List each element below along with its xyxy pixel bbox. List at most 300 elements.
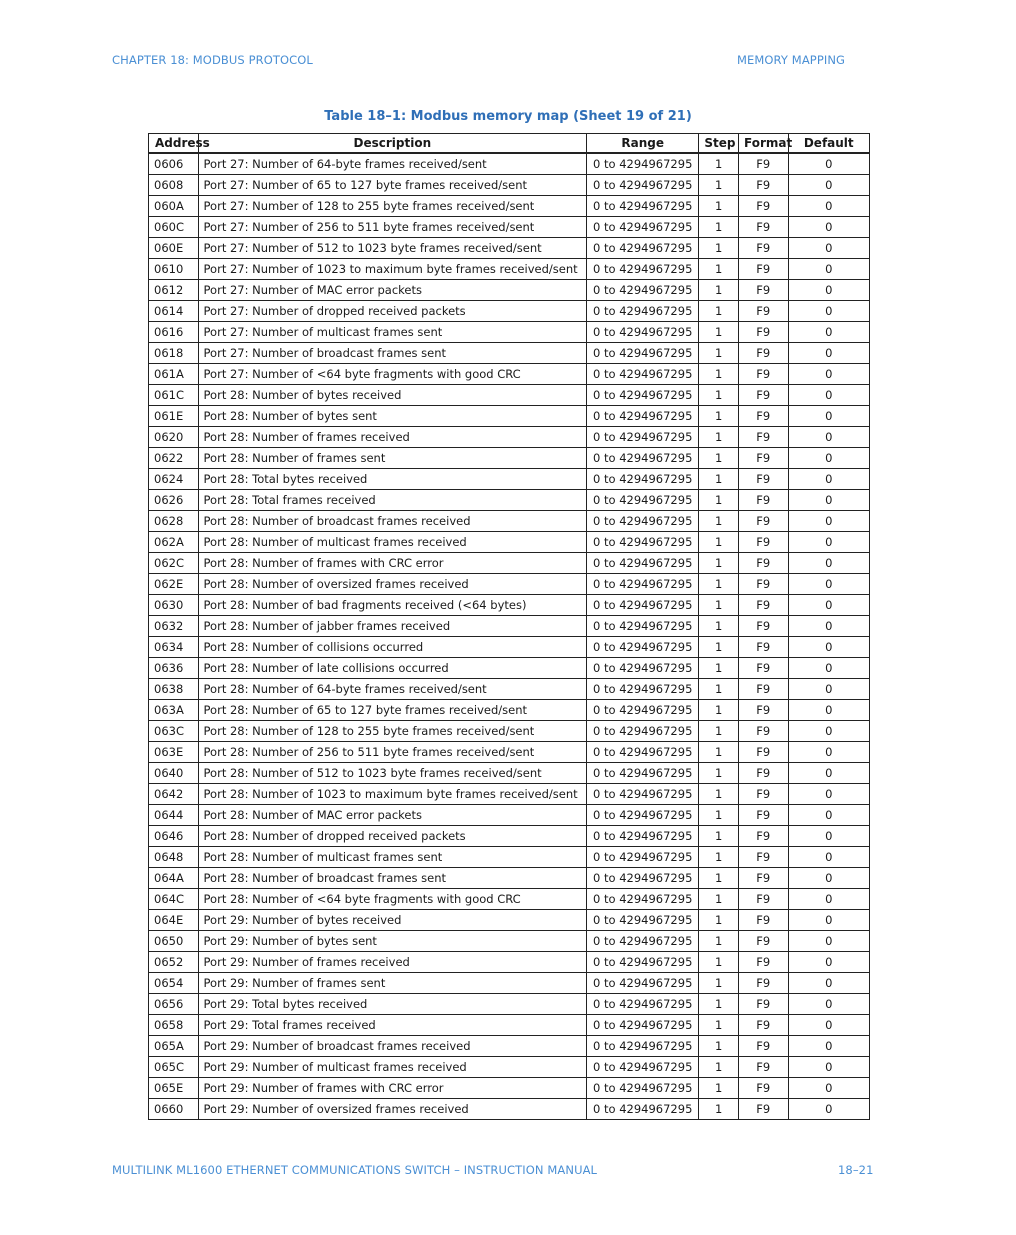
cell-default: 0 xyxy=(788,910,869,931)
cell-range: 0 to 4294967295 xyxy=(587,511,699,532)
cell-address: 064C xyxy=(149,889,199,910)
cell-description: Port 28: Number of 65 to 127 byte frames received/sent xyxy=(198,700,587,721)
cell-format: F9 xyxy=(738,322,788,343)
cell-description: Port 27: Number of dropped received packets xyxy=(198,301,587,322)
cell-description: Port 28: Number of broadcast frames sent xyxy=(198,868,587,889)
footer-manual-title: MULTILINK ML1600 ETHERNET COMMUNICATIONS SWITCH – INSTRUCTION MANUAL xyxy=(112,1163,598,1177)
cell-step: 1 xyxy=(699,175,739,196)
cell-description: Port 27: Number of MAC error packets xyxy=(198,280,587,301)
cell-format: F9 xyxy=(738,406,788,427)
cell-format: F9 xyxy=(738,910,788,931)
cell-step: 1 xyxy=(699,658,739,679)
table-row xyxy=(149,1015,870,1036)
cell-default: 0 xyxy=(788,952,869,973)
cell-range: 0 to 4294967295 xyxy=(587,1057,699,1078)
cell-step: 1 xyxy=(699,196,739,217)
cell-description: Port 28: Number of 64-byte frames received/sent xyxy=(198,679,587,700)
cell-range: 0 to 4294967295 xyxy=(587,952,699,973)
table-row xyxy=(149,763,870,784)
column-header-default: Default xyxy=(788,134,869,154)
cell-description: Port 28: Number of jabber frames received xyxy=(198,616,587,637)
cell-address: 0634 xyxy=(149,637,199,658)
cell-step: 1 xyxy=(699,994,739,1015)
cell-range: 0 to 4294967295 xyxy=(587,700,699,721)
cell-step: 1 xyxy=(699,259,739,280)
table-row xyxy=(149,238,870,259)
cell-range: 0 to 4294967295 xyxy=(587,532,699,553)
cell-step: 1 xyxy=(699,574,739,595)
table-row xyxy=(149,889,870,910)
cell-range: 0 to 4294967295 xyxy=(587,553,699,574)
cell-format: F9 xyxy=(738,574,788,595)
table-row xyxy=(149,1036,870,1057)
cell-address: 0658 xyxy=(149,1015,199,1036)
cell-description: Port 28: Total bytes received xyxy=(198,469,587,490)
cell-step: 1 xyxy=(699,784,739,805)
table-row xyxy=(149,721,870,742)
table-row xyxy=(149,910,870,931)
cell-format: F9 xyxy=(738,1057,788,1078)
cell-range: 0 to 4294967295 xyxy=(587,301,699,322)
cell-range: 0 to 4294967295 xyxy=(587,763,699,784)
cell-range: 0 to 4294967295 xyxy=(587,1078,699,1099)
table-row xyxy=(149,343,870,364)
cell-description: Port 28: Number of MAC error packets xyxy=(198,805,587,826)
cell-address: 0650 xyxy=(149,931,199,952)
cell-format: F9 xyxy=(738,763,788,784)
cell-step: 1 xyxy=(699,153,739,175)
cell-range: 0 to 4294967295 xyxy=(587,784,699,805)
table-row xyxy=(149,700,870,721)
cell-step: 1 xyxy=(699,637,739,658)
cell-description: Port 29: Number of bytes sent xyxy=(198,931,587,952)
cell-range: 0 to 4294967295 xyxy=(587,1036,699,1057)
cell-format: F9 xyxy=(738,1015,788,1036)
cell-address: 0660 xyxy=(149,1099,199,1120)
cell-description: Port 28: Number of collisions occurred xyxy=(198,637,587,658)
table-header-row xyxy=(149,134,870,154)
cell-format: F9 xyxy=(738,511,788,532)
table-row xyxy=(149,490,870,511)
cell-range: 0 to 4294967295 xyxy=(587,280,699,301)
table-row xyxy=(149,994,870,1015)
cell-format: F9 xyxy=(738,427,788,448)
cell-step: 1 xyxy=(699,805,739,826)
cell-range: 0 to 4294967295 xyxy=(587,259,699,280)
cell-description: Port 27: Number of 256 to 511 byte frames received/sent xyxy=(198,217,587,238)
cell-range: 0 to 4294967295 xyxy=(587,574,699,595)
cell-default: 0 xyxy=(788,1036,869,1057)
cell-address: 0654 xyxy=(149,973,199,994)
cell-default: 0 xyxy=(788,532,869,553)
cell-default: 0 xyxy=(788,1057,869,1078)
table-row xyxy=(149,742,870,763)
cell-address: 0652 xyxy=(149,952,199,973)
cell-step: 1 xyxy=(699,889,739,910)
cell-step: 1 xyxy=(699,700,739,721)
cell-address: 063C xyxy=(149,721,199,742)
cell-description: Port 29: Number of multicast frames received xyxy=(198,1057,587,1078)
cell-range: 0 to 4294967295 xyxy=(587,217,699,238)
cell-description: Port 28: Number of bytes sent xyxy=(198,406,587,427)
table-row xyxy=(149,616,870,637)
cell-description: Port 28: Number of oversized frames received xyxy=(198,574,587,595)
cell-range: 0 to 4294967295 xyxy=(587,427,699,448)
table-row xyxy=(149,448,870,469)
cell-step: 1 xyxy=(699,847,739,868)
cell-format: F9 xyxy=(738,1099,788,1120)
cell-step: 1 xyxy=(699,364,739,385)
cell-range: 0 to 4294967295 xyxy=(587,1015,699,1036)
cell-step: 1 xyxy=(699,1057,739,1078)
cell-address: 0626 xyxy=(149,490,199,511)
cell-address: 0610 xyxy=(149,259,199,280)
cell-address: 060C xyxy=(149,217,199,238)
cell-address: 060A xyxy=(149,196,199,217)
cell-default: 0 xyxy=(788,679,869,700)
cell-description: Port 28: Number of bytes received xyxy=(198,385,587,406)
cell-default: 0 xyxy=(788,868,869,889)
table-row xyxy=(149,658,870,679)
cell-format: F9 xyxy=(738,616,788,637)
cell-address: 0622 xyxy=(149,448,199,469)
table-row xyxy=(149,784,870,805)
cell-address: 0618 xyxy=(149,343,199,364)
cell-description: Port 28: Number of frames with CRC error xyxy=(198,553,587,574)
cell-description: Port 29: Total frames received xyxy=(198,1015,587,1036)
cell-address: 065E xyxy=(149,1078,199,1099)
cell-range: 0 to 4294967295 xyxy=(587,868,699,889)
cell-step: 1 xyxy=(699,742,739,763)
cell-range: 0 to 4294967295 xyxy=(587,343,699,364)
table-row xyxy=(149,847,870,868)
cell-description: Port 28: Number of 512 to 1023 byte frames received/sent xyxy=(198,763,587,784)
cell-range: 0 to 4294967295 xyxy=(587,175,699,196)
cell-address: 065A xyxy=(149,1036,199,1057)
cell-address: 0646 xyxy=(149,826,199,847)
cell-step: 1 xyxy=(699,427,739,448)
cell-range: 0 to 4294967295 xyxy=(587,322,699,343)
cell-address: 062A xyxy=(149,532,199,553)
cell-step: 1 xyxy=(699,1015,739,1036)
cell-address: 064E xyxy=(149,910,199,931)
cell-address: 0636 xyxy=(149,658,199,679)
cell-range: 0 to 4294967295 xyxy=(587,931,699,952)
table-row xyxy=(149,469,870,490)
table-row xyxy=(149,280,870,301)
cell-format: F9 xyxy=(738,973,788,994)
cell-step: 1 xyxy=(699,952,739,973)
cell-format: F9 xyxy=(738,784,788,805)
cell-description: Port 27: Number of 1023 to maximum byte frames received/sent xyxy=(198,259,587,280)
cell-address: 0612 xyxy=(149,280,199,301)
cell-address: 0656 xyxy=(149,994,199,1015)
cell-format: F9 xyxy=(738,658,788,679)
cell-address: 0624 xyxy=(149,469,199,490)
cell-format: F9 xyxy=(738,553,788,574)
cell-range: 0 to 4294967295 xyxy=(587,679,699,700)
cell-description: Port 29: Total bytes received xyxy=(198,994,587,1015)
cell-default: 0 xyxy=(788,1015,869,1036)
cell-format: F9 xyxy=(738,301,788,322)
cell-description: Port 28: Total frames received xyxy=(198,490,587,511)
table-row xyxy=(149,679,870,700)
cell-format: F9 xyxy=(738,259,788,280)
table-row xyxy=(149,301,870,322)
cell-description: Port 28: Number of late collisions occurred xyxy=(198,658,587,679)
cell-description: Port 27: Number of broadcast frames sent xyxy=(198,343,587,364)
cell-format: F9 xyxy=(738,364,788,385)
cell-step: 1 xyxy=(699,448,739,469)
header-chapter: CHAPTER 18: MODBUS PROTOCOL xyxy=(112,53,313,67)
cell-default: 0 xyxy=(788,153,869,175)
cell-range: 0 to 4294967295 xyxy=(587,637,699,658)
cell-range: 0 to 4294967295 xyxy=(587,910,699,931)
cell-default: 0 xyxy=(788,847,869,868)
cell-default: 0 xyxy=(788,700,869,721)
cell-format: F9 xyxy=(738,847,788,868)
cell-range: 0 to 4294967295 xyxy=(587,196,699,217)
cell-default: 0 xyxy=(788,889,869,910)
cell-format: F9 xyxy=(738,469,788,490)
cell-address: 0614 xyxy=(149,301,199,322)
cell-range: 0 to 4294967295 xyxy=(587,1099,699,1120)
table-row xyxy=(149,385,870,406)
cell-format: F9 xyxy=(738,700,788,721)
cell-default: 0 xyxy=(788,973,869,994)
cell-default: 0 xyxy=(788,343,869,364)
cell-description: Port 27: Number of multicast frames sent xyxy=(198,322,587,343)
cell-description: Port 29: Number of frames received xyxy=(198,952,587,973)
column-header-format: Format xyxy=(738,134,788,154)
table-row xyxy=(149,406,870,427)
table-row xyxy=(149,1057,870,1078)
table-row xyxy=(149,259,870,280)
cell-format: F9 xyxy=(738,1078,788,1099)
cell-range: 0 to 4294967295 xyxy=(587,406,699,427)
cell-default: 0 xyxy=(788,217,869,238)
cell-range: 0 to 4294967295 xyxy=(587,490,699,511)
table-row xyxy=(149,364,870,385)
cell-range: 0 to 4294967295 xyxy=(587,469,699,490)
table-row xyxy=(149,931,870,952)
cell-description: Port 27: Number of <64 byte fragments with good CRC xyxy=(198,364,587,385)
cell-default: 0 xyxy=(788,931,869,952)
cell-address: 062E xyxy=(149,574,199,595)
cell-default: 0 xyxy=(788,574,869,595)
cell-description: Port 29: Number of frames sent xyxy=(198,973,587,994)
cell-address: 064A xyxy=(149,868,199,889)
cell-step: 1 xyxy=(699,931,739,952)
cell-default: 0 xyxy=(788,322,869,343)
cell-address: 0640 xyxy=(149,763,199,784)
cell-description: Port 28: Number of frames received xyxy=(198,427,587,448)
cell-default: 0 xyxy=(788,994,869,1015)
cell-step: 1 xyxy=(699,595,739,616)
cell-step: 1 xyxy=(699,238,739,259)
table-row xyxy=(149,826,870,847)
cell-step: 1 xyxy=(699,1078,739,1099)
table-row xyxy=(149,553,870,574)
cell-step: 1 xyxy=(699,469,739,490)
cell-description: Port 28: Number of bad fragments received (<64 bytes) xyxy=(198,595,587,616)
cell-step: 1 xyxy=(699,343,739,364)
table-row xyxy=(149,1078,870,1099)
cell-address: 0638 xyxy=(149,679,199,700)
cell-default: 0 xyxy=(788,1078,869,1099)
cell-address: 065C xyxy=(149,1057,199,1078)
cell-description: Port 28: Number of 1023 to maximum byte frames received/sent xyxy=(198,784,587,805)
table-row xyxy=(149,973,870,994)
cell-range: 0 to 4294967295 xyxy=(587,994,699,1015)
cell-address: 0648 xyxy=(149,847,199,868)
cell-address: 0642 xyxy=(149,784,199,805)
cell-default: 0 xyxy=(788,448,869,469)
cell-default: 0 xyxy=(788,301,869,322)
cell-description: Port 28: Number of 256 to 511 byte frames received/sent xyxy=(198,742,587,763)
table-row xyxy=(149,153,870,175)
cell-default: 0 xyxy=(788,1099,869,1120)
cell-address: 061C xyxy=(149,385,199,406)
cell-default: 0 xyxy=(788,805,869,826)
cell-default: 0 xyxy=(788,238,869,259)
cell-format: F9 xyxy=(738,889,788,910)
cell-address: 061A xyxy=(149,364,199,385)
cell-step: 1 xyxy=(699,973,739,994)
cell-description: Port 27: Number of 64-byte frames received/sent xyxy=(198,153,587,175)
cell-description: Port 29: Number of broadcast frames received xyxy=(198,1036,587,1057)
cell-address: 060E xyxy=(149,238,199,259)
table-caption: Table 18–1: Modbus memory map (Sheet 19 of 21) xyxy=(324,109,692,124)
cell-format: F9 xyxy=(738,175,788,196)
cell-description: Port 28: Number of <64 byte fragments with good CRC xyxy=(198,889,587,910)
cell-range: 0 to 4294967295 xyxy=(587,973,699,994)
cell-step: 1 xyxy=(699,406,739,427)
cell-description: Port 29: Number of oversized frames received xyxy=(198,1099,587,1120)
cell-step: 1 xyxy=(699,1099,739,1120)
cell-default: 0 xyxy=(788,742,869,763)
cell-description: Port 27: Number of 512 to 1023 byte frames received/sent xyxy=(198,238,587,259)
cell-description: Port 29: Number of bytes received xyxy=(198,910,587,931)
cell-default: 0 xyxy=(788,196,869,217)
cell-description: Port 27: Number of 128 to 255 byte frames received/sent xyxy=(198,196,587,217)
cell-step: 1 xyxy=(699,322,739,343)
cell-range: 0 to 4294967295 xyxy=(587,616,699,637)
cell-default: 0 xyxy=(788,826,869,847)
cell-address: 0606 xyxy=(149,153,199,175)
cell-default: 0 xyxy=(788,490,869,511)
table-body xyxy=(149,153,870,1120)
cell-address: 063A xyxy=(149,700,199,721)
cell-step: 1 xyxy=(699,217,739,238)
cell-description: Port 28: Number of 128 to 255 byte frames received/sent xyxy=(198,721,587,742)
cell-format: F9 xyxy=(738,994,788,1015)
cell-default: 0 xyxy=(788,658,869,679)
cell-default: 0 xyxy=(788,763,869,784)
cell-step: 1 xyxy=(699,280,739,301)
modbus-memory-map-table xyxy=(148,133,870,1120)
cell-format: F9 xyxy=(738,490,788,511)
column-header-range: Range xyxy=(587,134,699,154)
footer-page-number: 18–21 xyxy=(838,1163,874,1177)
cell-address: 0628 xyxy=(149,511,199,532)
cell-range: 0 to 4294967295 xyxy=(587,448,699,469)
cell-description: Port 27: Number of 65 to 127 byte frames received/sent xyxy=(198,175,587,196)
cell-default: 0 xyxy=(788,721,869,742)
table-row xyxy=(149,427,870,448)
cell-address: 0630 xyxy=(149,595,199,616)
cell-default: 0 xyxy=(788,511,869,532)
cell-format: F9 xyxy=(738,637,788,658)
cell-address: 0616 xyxy=(149,322,199,343)
cell-format: F9 xyxy=(738,805,788,826)
cell-default: 0 xyxy=(788,427,869,448)
cell-format: F9 xyxy=(738,868,788,889)
cell-step: 1 xyxy=(699,385,739,406)
cell-default: 0 xyxy=(788,259,869,280)
table-row xyxy=(149,805,870,826)
column-header-description: Description xyxy=(198,134,587,154)
cell-step: 1 xyxy=(699,721,739,742)
table-row xyxy=(149,574,870,595)
cell-address: 062C xyxy=(149,553,199,574)
cell-address: 0644 xyxy=(149,805,199,826)
cell-default: 0 xyxy=(788,280,869,301)
table-row xyxy=(149,217,870,238)
cell-address: 0608 xyxy=(149,175,199,196)
cell-range: 0 to 4294967295 xyxy=(587,742,699,763)
cell-step: 1 xyxy=(699,1036,739,1057)
cell-default: 0 xyxy=(788,784,869,805)
cell-format: F9 xyxy=(738,721,788,742)
cell-step: 1 xyxy=(699,301,739,322)
cell-range: 0 to 4294967295 xyxy=(587,847,699,868)
cell-format: F9 xyxy=(738,1036,788,1057)
cell-default: 0 xyxy=(788,637,869,658)
cell-step: 1 xyxy=(699,490,739,511)
cell-default: 0 xyxy=(788,553,869,574)
cell-format: F9 xyxy=(738,448,788,469)
cell-format: F9 xyxy=(738,280,788,301)
cell-format: F9 xyxy=(738,385,788,406)
cell-description: Port 28: Number of multicast frames sent xyxy=(198,847,587,868)
cell-description: Port 28: Number of multicast frames received xyxy=(198,532,587,553)
cell-step: 1 xyxy=(699,910,739,931)
cell-step: 1 xyxy=(699,679,739,700)
cell-format: F9 xyxy=(738,931,788,952)
cell-step: 1 xyxy=(699,616,739,637)
cell-default: 0 xyxy=(788,385,869,406)
cell-format: F9 xyxy=(738,153,788,175)
table-row xyxy=(149,532,870,553)
cell-default: 0 xyxy=(788,595,869,616)
cell-range: 0 to 4294967295 xyxy=(587,385,699,406)
column-header-step: Step xyxy=(699,134,739,154)
cell-description: Port 28: Number of frames sent xyxy=(198,448,587,469)
cell-address: 063E xyxy=(149,742,199,763)
cell-range: 0 to 4294967295 xyxy=(587,826,699,847)
table-row xyxy=(149,952,870,973)
cell-address: 061E xyxy=(149,406,199,427)
cell-format: F9 xyxy=(738,679,788,700)
cell-range: 0 to 4294967295 xyxy=(587,364,699,385)
table-row xyxy=(149,868,870,889)
cell-format: F9 xyxy=(738,826,788,847)
cell-description: Port 29: Number of frames with CRC error xyxy=(198,1078,587,1099)
cell-step: 1 xyxy=(699,532,739,553)
cell-range: 0 to 4294967295 xyxy=(587,238,699,259)
cell-format: F9 xyxy=(738,532,788,553)
